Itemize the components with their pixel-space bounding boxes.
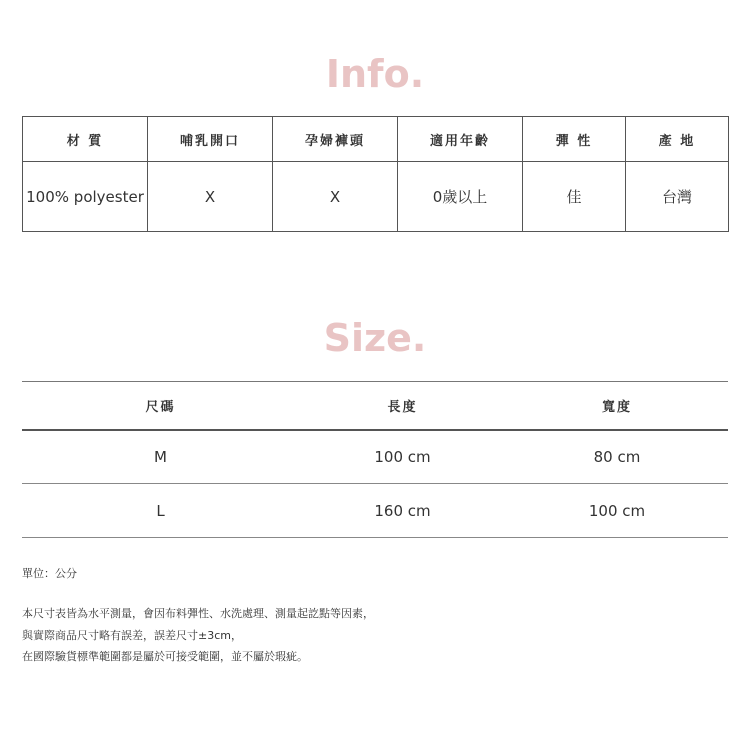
- size-header-length: 長度: [299, 382, 506, 430]
- info-header-elasticity: 彈 性: [523, 117, 626, 162]
- info-header-maternity-waist: 孕婦褲頭: [273, 117, 398, 162]
- info-header-row: [23, 117, 729, 162]
- size-row-size: L: [22, 484, 299, 538]
- info-value-nursing-opening: X: [148, 162, 273, 232]
- size-row: [22, 484, 728, 538]
- size-row-length: 160 cm: [299, 484, 506, 538]
- size-row-width: 80 cm: [506, 430, 728, 484]
- info-header-material: 材 質: [23, 117, 148, 162]
- info-value-elasticity: 佳: [523, 162, 626, 232]
- size-table: [22, 381, 728, 538]
- measurement-note-line: 與實際商品尺寸略有誤差，誤差尺寸±3cm，: [22, 629, 242, 642]
- measurement-note-line: 在國際驗貨標準範圍都是屬於可接受範圍，並不屬於瑕疵。: [22, 650, 308, 663]
- size-header-width: 寬度: [506, 382, 728, 430]
- info-table: [22, 116, 729, 232]
- info-value-material: 100% polyester: [23, 162, 148, 232]
- size-row-length: 100 cm: [299, 430, 506, 484]
- size-header-size: 尺碼: [22, 382, 299, 430]
- info-value-age: 0歲以上: [398, 162, 523, 232]
- size-header-row: [22, 382, 728, 430]
- info-value-row: [23, 162, 729, 232]
- unit-note: 單位：公分: [22, 567, 77, 580]
- info-heading: Info.: [325, 52, 425, 96]
- size-heading: Size.: [323, 316, 427, 360]
- info-header-origin: 產 地: [626, 117, 729, 162]
- info-header-nursing-opening: 哺乳開口: [148, 117, 273, 162]
- info-value-maternity-waist: X: [273, 162, 398, 232]
- size-row-width: 100 cm: [506, 484, 728, 538]
- size-row-size: M: [22, 430, 299, 484]
- info-header-age: 適用年齡: [398, 117, 523, 162]
- size-row: [22, 430, 728, 484]
- info-value-origin: 台灣: [626, 162, 729, 232]
- measurement-note-line: 本尺寸表皆為水平測量，會因布料彈性、水洗處理、測量起訖點等因素，: [22, 607, 374, 620]
